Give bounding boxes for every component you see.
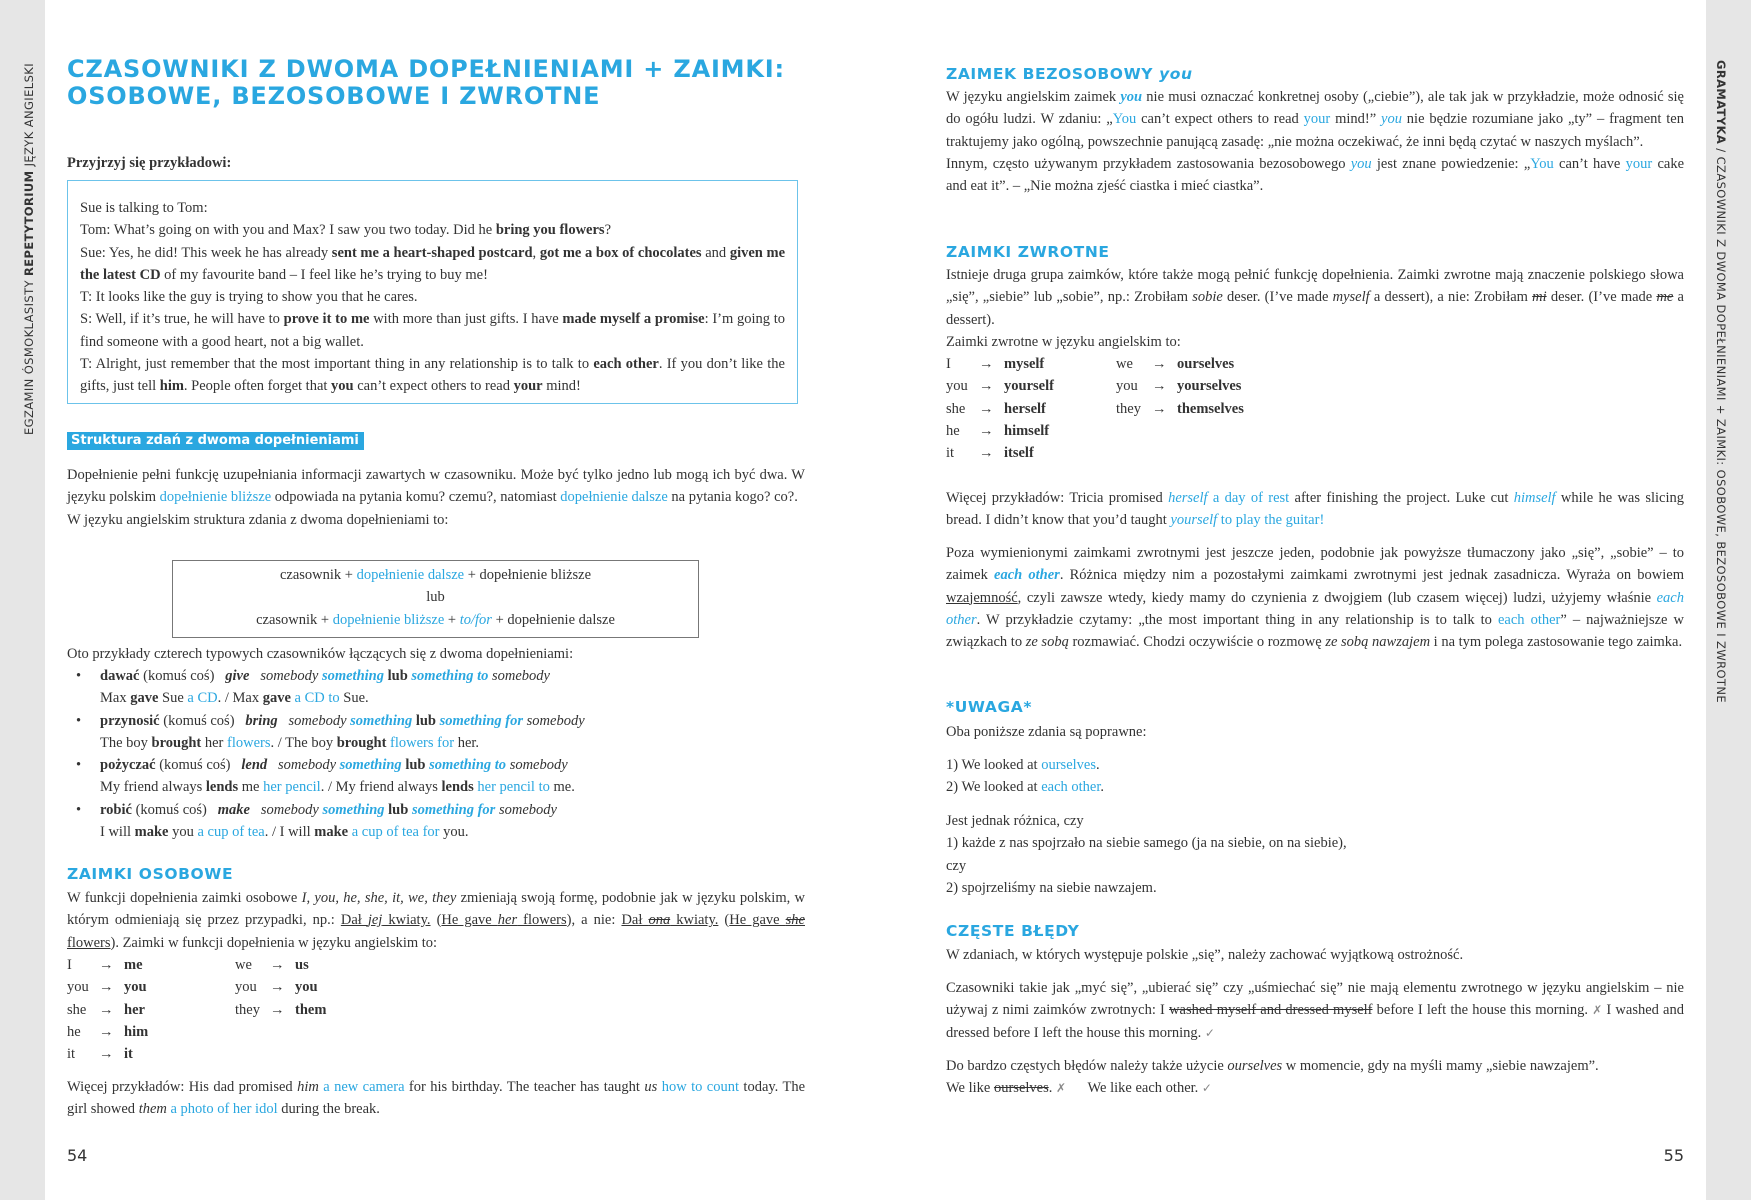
pronoun-row: I → me bbox=[67, 954, 148, 976]
bullet-icon: • bbox=[76, 668, 82, 684]
arrow-right-icon: → bbox=[979, 378, 994, 395]
reflexive-pronouns-plural bbox=[1116, 353, 1244, 420]
arrow-right-icon: → bbox=[1152, 356, 1167, 372]
page-number-right: 55 bbox=[1663, 1146, 1684, 1165]
right-margin-band bbox=[1706, 0, 1751, 1200]
pronoun-row: they → themselves bbox=[1116, 398, 1244, 420]
pronoun-row: he → himself bbox=[946, 420, 1054, 442]
pronoun-row: they → them bbox=[235, 999, 326, 1021]
heading-zaimki-zwrotne: ZAIMKI ZWROTNE bbox=[946, 243, 1110, 261]
arrow-right-icon: → bbox=[979, 445, 994, 462]
uwaga-examples: 1) We looked at ourselves. 2) We looked at each other. bbox=[946, 757, 1105, 796]
arrow-right-icon: → bbox=[979, 422, 994, 439]
uwaga-intro: Oba poniższe zdania są poprawne: bbox=[946, 724, 1147, 740]
verb-example-item: • przynosić (komuś coś) bring somebody something lub something for somebody The boy brought her flowers. / The boy brought flowers for her. bbox=[67, 710, 805, 755]
pronoun-row: we → ourselves bbox=[1116, 353, 1244, 375]
wrong-mark-icon: ✗ bbox=[1592, 1003, 1603, 1018]
paragraph-each-other: Poza wymienionymi zaimkami zwrotnymi jest jeszcze jeden, podobnie jak powyższe tłumaczony jako „się”, „sobie” – to zaimek each other. Różnica między nim a pozostałymi zaimkami zwrotnymi jest jednak zasadnicza. Wyraża on bowiem wzajemność, czyli zawsze wtedy, kiedy mamy do czynienia z dwojgiem (lub czasem więcej) ludzi, użyjemy właśnie each other. W przykładzie czytamy: „the most important thing in any relationship is to talk to each other” – najważniejsze w związkach to ze sobą rozmawiać. Chodzi oczywiście o rozmowę ze sobą nawzajem i na tym polega zastosowanie tego zaimka. bbox=[946, 545, 1684, 651]
paragraph-more-examples: Więcej przykładów: His dad promised him a new camera for his birthday. The teacher has taught us how to count today. The girl showed them a photo of her idol during the break. bbox=[67, 1079, 806, 1118]
paragraph-bezosobowy: W języku angielskim zaimek you nie musi oznaczać konkretnej osoby („ciebie”), ale tak jak w przykładzie, może odnosić się do ogółu ludzi. W zdaniu: „You can’t expect others to read your mind!” you nie będzie rozumiane jako „ty” – fragment ten traktujemy jako ogólną, powszechnie panującą zasadę: „nie można oczekiwać, że inni będą czytać w naszych myślach”. Innym, często używanym przykładem zastosowania bezosobowego you jest znane powiedzenie: „You can’t have your cake and eat it”. – „Nie można zjeść ciastka i mieć ciastka”. bbox=[946, 89, 1684, 195]
verb-example-item: • dawać (komuś coś) give somebody something lub something to somebody Max gave Sue a CD. / Max gave a CD to Sue. bbox=[67, 665, 805, 710]
bullet-icon: • bbox=[76, 757, 82, 774]
heading-zaimek-bezosobowy: ZAIMEK BEZOSOBOWY you bbox=[946, 65, 1193, 83]
left-running-header: EGZAMIN ÓSMOKLASISTY REPETYTORIUM JĘZYK ANGIELSKI bbox=[22, 62, 36, 435]
arrow-right-icon: → bbox=[979, 356, 994, 372]
arrow-right-icon: → bbox=[99, 1046, 114, 1063]
arrow-right-icon: → bbox=[1152, 378, 1167, 395]
arrow-right-icon: → bbox=[270, 979, 285, 996]
bledy-paragraph-1: Czasowniki takie jak „myć się”, „ubierać się” czy „uśmiechać się” nie mają elementu zwrotnego w języku angielskim – nie używaj z nimi zaimków zwrotnych: I washed myself and dressed myself before I left the house this morning. ✗ I washed and dressed before I left the house this morning. ✓ bbox=[946, 980, 1684, 1041]
object-pronouns-plural bbox=[235, 954, 326, 1021]
bledy-paragraph-2: Do bardzo częstych błędów należy także użycie ourselves w momencie, gdy na myśli mamy „siebie nawzajem”. We like ourselves. ✗ We like each other. ✓ bbox=[946, 1058, 1599, 1097]
bledy-intro: W zdaniach, w których występuje polskie „się”, należy zachować wyjątkową ostrożność. bbox=[946, 947, 1464, 963]
dialogue-box bbox=[67, 180, 798, 404]
verb-example-item: • pożyczać (komuś coś) lend somebody something lub something to somebody My friend always lends me her pencil. / My friend always lends her pencil to me. bbox=[67, 754, 805, 799]
pronoun-row: it → itself bbox=[946, 442, 1054, 464]
bullet-icon: • bbox=[76, 712, 82, 729]
pronoun-row: you → yourself bbox=[946, 375, 1054, 397]
arrow-right-icon: → bbox=[99, 957, 114, 973]
pronoun-row: you → you bbox=[67, 976, 148, 998]
bullet-icon: • bbox=[76, 801, 82, 818]
arrow-right-icon: → bbox=[99, 979, 114, 996]
arrow-right-icon: → bbox=[99, 1023, 114, 1040]
pronoun-row: it → it bbox=[67, 1043, 148, 1065]
paragraph-dopelnienie: Dopełnienie pełni funkcję uzupełniania informacji zawartych w czasowniku. Może być tylko jedno lub mogą ich być dwa. W języku polskim dopełnienie bliższe odpowiada na pytania komu? czemu?, natomiast dopełnienie dalsze na pytania kogo? co?. W języku angielskim struktura zdania z dwoma dopełnieniami to: bbox=[67, 467, 805, 528]
pronoun-row: he → him bbox=[67, 1021, 148, 1043]
arrow-right-icon: → bbox=[270, 957, 285, 973]
uwaga-explanation: Jest jednak różnica, czy 1) każde z nas spojrzało na siebie samego (ja na siebie, on na siebie), czy 2) spojrzeliśmy na siebie nawzajem. bbox=[946, 813, 1347, 896]
section-tag: Struktura zdań z dwoma dopełnieniami bbox=[67, 432, 364, 450]
pronoun-row: she → her bbox=[67, 999, 148, 1021]
page-title: CZASOWNIKI Z DWOMA DOPEŁNIENIAMI + ZAIMKI: OSOBOWE, BEZOSOBOWE I ZWROTNE bbox=[67, 55, 785, 110]
reflexive-pronouns-singular bbox=[946, 353, 1054, 464]
dialogue-text: Sue is talking to Tom: Tom: What’s going on with you and Max? I saw you two today. Did he bring you flowers? Sue: Yes, he did! This week he has already sent me a heart-shaped postcard, got me a box of chocolates and given me the latest CD of my favourite band – I feel like he’s trying to buy me! T: It looks like the guy is trying to show you that he cares. S: Well, if it’s true, he will have to prove it to me with more than just gifts. I have made myself a promise: I’m going to find someone with a good heart, not a big wallet. T: Alright, just remember that the most important thing in any relationship is to talk to each other. If you don’t like the gifts, just tell him. People often forget that you can’t expect others to read your mind! bbox=[80, 200, 786, 395]
pronoun-row: we → us bbox=[235, 954, 326, 976]
arrow-right-icon: → bbox=[270, 1001, 285, 1018]
arrow-right-icon: → bbox=[99, 1001, 114, 1018]
intro-label: Przyjrzyj się przykładowi: bbox=[67, 155, 232, 171]
heading-czeste-bledy: CZĘSTE BŁĘDY bbox=[946, 922, 1080, 940]
paragraph-zwrotne: Istnieje druga grupa zaimków, które także mogą pełnić funkcję dopełnienia. Zaimki zwrotne mają znaczenie polskiego słowa „się”, „siebie” lub „sobie”, np.: Zrobiłam sobie deser. (I’ve made myself a dessert), a nie: Zrobiłam mi deser. (I’ve made me a dessert). Zaimki zwrotne w języku angielskim to: bbox=[946, 267, 1684, 350]
pronoun-row: you → you bbox=[235, 976, 326, 998]
paragraph-examples-intro: Oto przykłady czterech typowych czasowników łączących się z dwoma dopełnieniami: bbox=[67, 646, 574, 662]
paragraph-reflexive-examples: Więcej przykładów: Tricia promised herself a day of rest after finishing the project. Luke cut himself while he was slicing bread. I didn’t know that you’d taught yourself to play the guitar! bbox=[946, 490, 1685, 529]
verb-example-item: • robić (komuś coś) make somebody something lub something for somebody I will make you a cup of tea. / I will make a cup of tea for you. bbox=[67, 799, 805, 844]
pronoun-row: I → myself bbox=[946, 353, 1054, 375]
heading-zaimki-osobowe: ZAIMKI OSOBOWE bbox=[67, 865, 234, 883]
right-running-header: GRAMATYKA / CZASOWNIKI Z DWOMA DOPEŁNIENIAMI + ZAIMKI: OSOBOWE, BEZOSOBOWE I ZWROTNE bbox=[1714, 60, 1728, 704]
wrong-mark-icon: ✗ bbox=[1055, 1081, 1067, 1096]
structure-box: czasownik + dopełnienie dalsze + dopełnienie bliższe lub czasownik + dopełnienie bliższe + to/for + dopełnienie dalsze bbox=[172, 560, 699, 638]
heading-uwaga: *UWAGA* bbox=[946, 698, 1033, 716]
pronoun-row: she → herself bbox=[946, 398, 1054, 420]
arrow-right-icon: → bbox=[1152, 400, 1167, 417]
paragraph-osobowe: W funkcji dopełnienia zaimki osobowe I, you, he, she, it, we, they zmieniają swoją formę, podobnie jak w języku polskim, w którym odmieniają się przez przypadki, np.: Dał jej kwiaty. (He gave her flowers), a nie: Dał ona kwiaty. (He gave she flowers). Zaimki w funkcji dopełnienia w języku angielskim to: bbox=[67, 890, 805, 951]
object-pronouns-singular bbox=[67, 954, 148, 1065]
correct-mark-icon: ✓ bbox=[1204, 1025, 1215, 1040]
pronoun-row: you → yourselves bbox=[1116, 375, 1244, 397]
verb-examples-list bbox=[67, 665, 805, 843]
page-number-left: 54 bbox=[67, 1146, 88, 1165]
correct-mark-icon: ✓ bbox=[1201, 1081, 1212, 1096]
arrow-right-icon: → bbox=[979, 400, 994, 417]
